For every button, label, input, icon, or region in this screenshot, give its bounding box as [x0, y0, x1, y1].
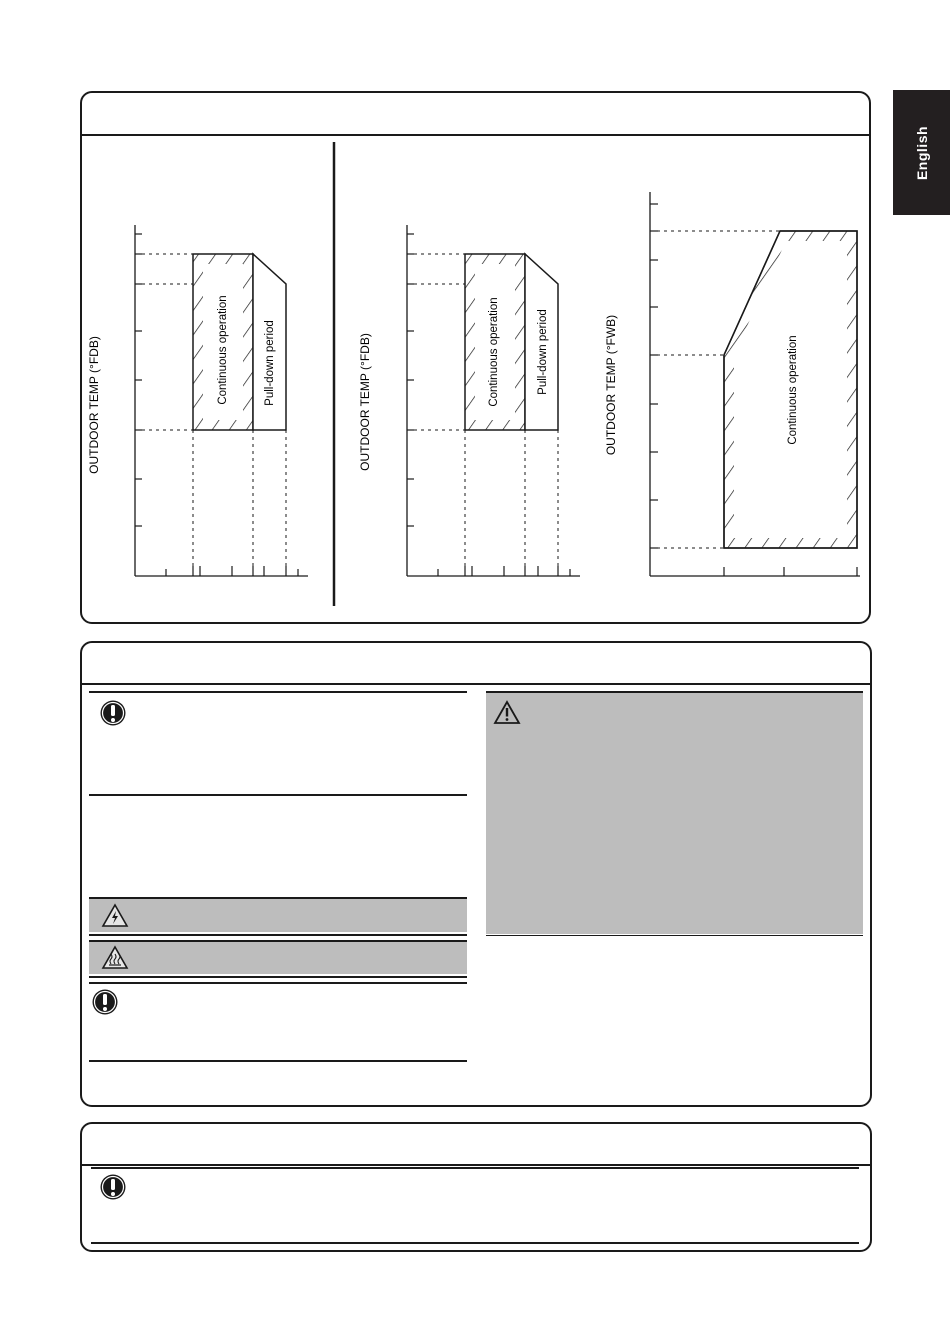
hot-notice-box [89, 942, 467, 974]
notice-rule [486, 935, 863, 936]
chart-mid-zone-pulldown: Pull-down period [537, 309, 549, 395]
warning-triangle-icon [493, 700, 521, 725]
electric-shock-icon [101, 903, 129, 928]
hot-icon-wrap [101, 945, 129, 975]
caution-icon-wrap [493, 700, 521, 730]
notice-rule [91, 1242, 859, 1244]
language-tab-label: English [913, 125, 930, 180]
hot-surface-icon [101, 945, 129, 970]
chart-mid-zone-continuous: Continuous operation [488, 297, 500, 407]
chart-mid [358, 225, 580, 576]
chart-left-y-label: OUTDOOR TEMP (°FDB) [87, 336, 101, 474]
operating-range-charts [0, 0, 950, 640]
electric-notice-box [89, 899, 467, 932]
exclamation-circle-icon [99, 699, 127, 727]
notice-rule [89, 982, 467, 984]
chart-mid-y-label: OUTDOOR TEMP (°FDB) [358, 333, 372, 471]
chart-right [604, 192, 860, 576]
chart-left-zone-continuous: Continuous operation [217, 295, 229, 405]
notice-rule [89, 794, 467, 796]
panel-header [82, 643, 870, 685]
mandatory-icon-2 [91, 988, 119, 1021]
chart-right-y-label: OUTDOOR TEMP (°FWB) [604, 314, 618, 456]
electric-icon-wrap [101, 903, 129, 933]
notice-rule [89, 934, 467, 936]
notice-rule [89, 1060, 467, 1062]
chart-right-zone-continuous: Continuous operation [787, 335, 799, 445]
notice-rule [91, 1167, 859, 1169]
chart-left [87, 225, 308, 576]
notice-rule [89, 691, 467, 693]
exclamation-circle-icon [99, 1173, 127, 1201]
mandatory-icon-3 [99, 1173, 127, 1206]
chart-left-zone-pulldown: Pull-down period [264, 320, 276, 406]
notice-rule [89, 976, 467, 978]
caution-box [486, 693, 863, 934]
mandatory-icon-1 [99, 699, 127, 732]
panel-header [82, 1124, 870, 1166]
exclamation-circle-icon [91, 988, 119, 1016]
bottom-panel [80, 1122, 872, 1252]
